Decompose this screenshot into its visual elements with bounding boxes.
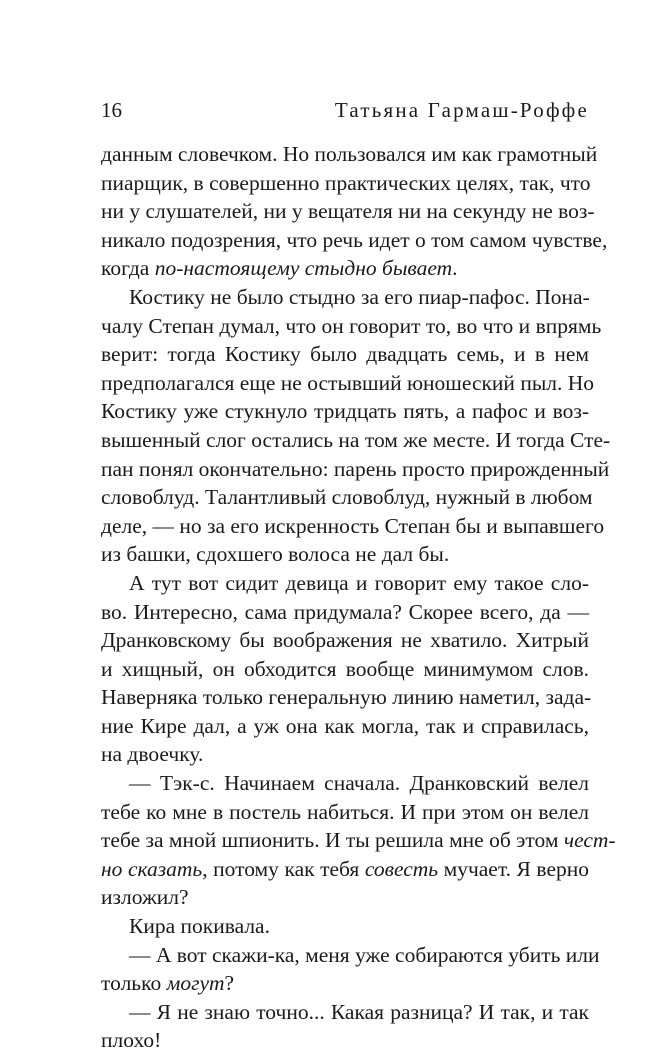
- page-number: 16: [101, 98, 122, 122]
- text-line: [101, 512, 605, 541]
- text-line: [101, 855, 589, 884]
- text-line: [101, 483, 593, 512]
- text-line: [101, 826, 616, 855]
- text-segment: верит: тогда Костику было двадцать семь, и в нем: [101, 342, 589, 367]
- italic-phrase: чест-: [563, 828, 616, 853]
- text-line: [101, 941, 600, 970]
- italic-phrase: по-настоящему стыдно бывает: [154, 256, 453, 281]
- text-segment: изложил?: [101, 885, 189, 910]
- text-segment: — Я не знаю точно... Какая разница? И так, и так: [129, 999, 589, 1024]
- text-line: [101, 626, 589, 655]
- text-segment: А тут вот сидит девица и говорит ему такое сло-: [129, 570, 589, 595]
- text-segment: Наверняка только генеральную линию наметил, зада-: [101, 685, 592, 710]
- running-title: Татьяна Гармаш-Роффе: [334, 98, 589, 122]
- text-segment: деле, — но за его искренность Степан бы и выпавшего: [101, 513, 605, 538]
- text-segment: , потому как тебя: [202, 856, 365, 881]
- text-segment: мучает. Я верно: [438, 856, 589, 881]
- text-segment: тебе ко мне в постель набиться. И при этом он велел: [101, 799, 589, 824]
- text-segment: ?: [224, 971, 235, 996]
- running-header: [101, 98, 589, 123]
- text-segment: — Тэк-с. Начинаем сначала. Дранковский велел: [129, 771, 589, 796]
- text-segment: только: [101, 971, 167, 996]
- text-line: [101, 140, 598, 169]
- text-line: [101, 426, 611, 455]
- italic-phrase: совесть: [364, 856, 439, 881]
- text-line: [101, 254, 589, 283]
- text-line: [101, 712, 589, 741]
- text-segment: тебе за мной шпионить. И ты решила мне об этом: [101, 828, 564, 853]
- text-segment: .: [452, 256, 458, 281]
- text-line: [101, 969, 589, 998]
- text-segment: никало подозрения, что речь идет о том самом чувстве,: [101, 227, 608, 252]
- text-segment: во. Интересно, сама придумала? Скорее всего, да —: [101, 599, 589, 624]
- text-segment: Дранковскому бы воображения не хватило. Хитрый: [101, 628, 589, 653]
- text-segment: Костику уже стукнуло тридцать пять, а пафос и воз-: [101, 399, 589, 424]
- text-segment: предполагался еще не остывший юношеский пыл. Но: [101, 370, 595, 395]
- text-line: [101, 998, 589, 1027]
- body-text: [101, 140, 616, 1055]
- text-segment: чалу Степан думал, что он говорит то, во что и впрямь: [101, 313, 602, 338]
- text-line: [101, 397, 589, 426]
- text-line: [101, 740, 589, 769]
- italic-phrase: могут: [166, 971, 225, 996]
- text-segment: когда: [101, 256, 155, 281]
- text-line: [101, 569, 589, 598]
- text-line: [101, 683, 592, 712]
- text-segment: плохо!: [101, 1028, 162, 1053]
- text-segment: ни у слушателей, ни у вещателя ни на секунду не воз-: [101, 199, 595, 224]
- text-segment: ние Кире дал, а уж она как могла, так и справилась,: [101, 713, 589, 738]
- text-segment: пиарщик, в совершенно практических целях, так, что: [101, 170, 591, 195]
- text-line: [101, 169, 589, 198]
- text-line: [101, 369, 595, 398]
- text-segment: Костику не было стыдно за его пиар-пафос. Пона-: [129, 284, 590, 309]
- text-line: [101, 883, 589, 912]
- text-segment: и хищный, он обходится вообще минимумом слов.: [101, 656, 589, 681]
- text-line: [101, 312, 602, 341]
- text-line: [101, 283, 589, 312]
- text-segment: вышенный слог остались на том же месте. И тогда Сте-: [101, 427, 611, 452]
- text-segment: пан понял окончательно: парень просто прирожденный: [101, 456, 610, 481]
- text-line: [101, 455, 610, 484]
- text-line: [101, 655, 589, 684]
- text-segment: Кира покивала.: [129, 914, 270, 939]
- text-segment: на двоечку.: [101, 742, 204, 767]
- text-line: [101, 1026, 589, 1055]
- italic-phrase: но сказать: [101, 856, 203, 881]
- text-segment: данным словечком. Но пользовался им как грамотный: [101, 142, 598, 166]
- text-segment: из башки, сдохшего волоса не дал бы.: [101, 542, 450, 567]
- text-segment: — А вот скажи-ка, меня уже собираются убить или: [129, 942, 600, 967]
- text-line: [101, 598, 589, 627]
- text-line: [101, 769, 589, 798]
- text-line: [101, 226, 608, 255]
- text-segment: словоблуд. Талантливый словоблуд, нужный в любом: [101, 485, 593, 510]
- text-line: [101, 197, 595, 226]
- text-line: [101, 540, 589, 569]
- text-line: [101, 912, 589, 941]
- text-line: [101, 340, 589, 369]
- text-line: [101, 798, 589, 827]
